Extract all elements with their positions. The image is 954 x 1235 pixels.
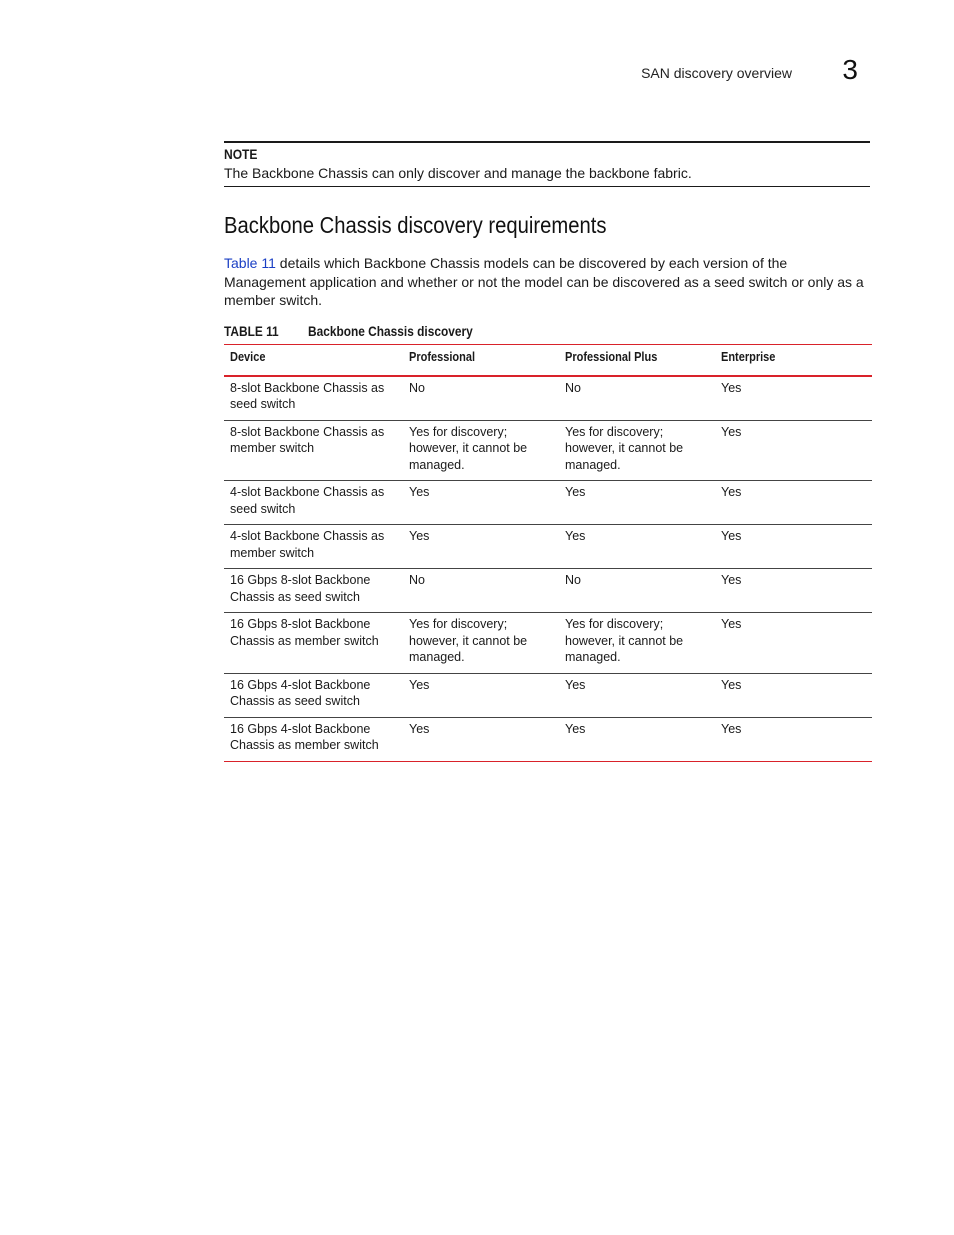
cell-professional-plus: No: [559, 376, 715, 421]
column-header-device: Device: [224, 345, 403, 376]
note-text: The Backbone Chassis can only discover and manage the backbone fabric.: [224, 165, 692, 181]
table-caption-title: Backbone Chassis discovery: [308, 323, 473, 339]
table-row: [224, 481, 872, 525]
table-caption: [224, 323, 624, 341]
column-header-professional: Professional: [403, 345, 559, 376]
cell-device: 16 Gbps 8-slot Backbone Chassis as seed switch: [224, 569, 403, 613]
cell-enterprise: Yes: [715, 420, 872, 481]
discovery-table: [224, 344, 872, 762]
cell-enterprise: Yes: [715, 613, 872, 674]
cell-professional: No: [403, 569, 559, 613]
table-row: [224, 420, 872, 481]
cell-enterprise: Yes: [715, 525, 872, 569]
cell-device: 4-slot Backbone Chassis as seed switch: [224, 481, 403, 525]
cell-professional-plus: Yes: [559, 481, 715, 525]
cell-professional-plus: Yes: [559, 673, 715, 717]
cell-enterprise: Yes: [715, 673, 872, 717]
cell-professional: Yes: [403, 481, 559, 525]
cell-device: 16 Gbps 8-slot Backbone Chassis as member switch: [224, 613, 403, 674]
table-row: [224, 673, 872, 717]
paragraph-text: details which Backbone Chassis models can be discovered by each version of the Management application and whether or not the model can be discovered as a seed switch or only as a member switch.: [224, 255, 864, 308]
column-header-enterprise: Enterprise: [715, 345, 872, 376]
table-row: [224, 525, 872, 569]
cell-professional: Yes: [403, 673, 559, 717]
chapter-number: 3: [842, 54, 858, 85]
cell-device: 8-slot Backbone Chassis as seed switch: [224, 376, 403, 421]
cell-professional: Yes: [403, 525, 559, 569]
column-header-professional-plus: Professional Plus: [559, 345, 715, 376]
cell-professional-plus: Yes for discovery; however, it cannot be managed.: [559, 420, 715, 481]
note-label: NOTE: [224, 146, 258, 162]
cell-enterprise: Yes: [715, 481, 872, 525]
cell-device: 16 Gbps 4-slot Backbone Chassis as seed switch: [224, 673, 403, 717]
cell-professional: Yes: [409, 721, 430, 736]
table-row: [224, 613, 872, 674]
cell-enterprise: Yes: [721, 721, 742, 736]
table-11-link[interactable]: Table 11: [224, 255, 276, 271]
cell-professional-plus: Yes for discovery; however, it cannot be managed.: [559, 613, 715, 674]
cell-professional-plus: Yes: [565, 721, 586, 736]
running-title: SAN discovery overview: [641, 65, 792, 81]
table-row: [224, 376, 872, 421]
cell-device: 8-slot Backbone Chassis as member switch: [224, 420, 403, 481]
cell-professional: Yes for discovery; however, it cannot be managed.: [403, 420, 559, 481]
cell-enterprise: Yes: [715, 569, 872, 613]
section-heading: Backbone Chassis discovery requirements: [224, 212, 607, 238]
running-header: [560, 56, 860, 88]
table-caption-number: TABLE 11: [224, 323, 279, 339]
cell-device: 4-slot Backbone Chassis as member switch: [224, 525, 403, 569]
cell-professional: Yes for discovery; however, it cannot be managed.: [403, 613, 559, 674]
cell-professional: No: [403, 376, 559, 421]
cell-professional-plus: No: [559, 569, 715, 613]
cell-enterprise: Yes: [715, 376, 872, 421]
cell-device: 16 Gbps 4-slot Backbone Chassis as member switch: [230, 721, 379, 752]
table-row: [224, 569, 872, 613]
note-block: [224, 141, 870, 187]
table-row: [224, 717, 872, 761]
table-header-row: [224, 345, 872, 376]
cell-professional-plus: Yes: [559, 525, 715, 569]
body-paragraph: [224, 254, 872, 310]
